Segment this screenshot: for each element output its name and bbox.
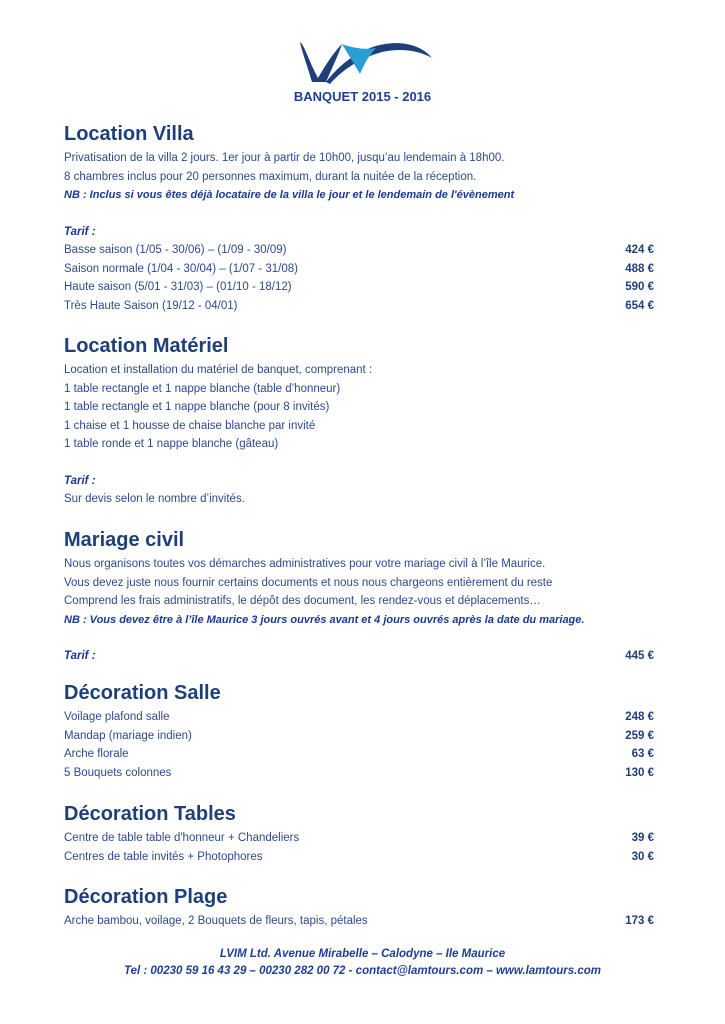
price-label: 5 Bouquets colonnes xyxy=(64,766,172,779)
text-line: Comprend les frais administratifs, le dépôt des document, les rendez-vous et déplacements… xyxy=(64,595,541,607)
section-title: Location Matériel xyxy=(64,335,229,357)
price-label: Arche bambou, voilage, 2 Bouquets de fleurs, tapis, pétales xyxy=(64,915,368,927)
price-row xyxy=(64,241,654,260)
text-line: Vous devez juste nous fournir certains documents et nous nous chargeons entièrement du reste xyxy=(64,576,553,589)
section-title: Location Villa xyxy=(64,123,194,145)
text-line: 1 table rectangle et 1 nappe blanche (pour 8 invités) xyxy=(64,401,330,413)
price-value: 424 € xyxy=(625,244,654,256)
tarif-label: Tarif : xyxy=(64,650,96,662)
price-value: 590 € xyxy=(625,281,654,293)
section-location-materiel xyxy=(64,334,654,509)
nb-note: NB : Vous devez être à l’île Maurice 3 jours ouvrés avant et 4 jours ouvrés après la date du mariage. xyxy=(64,613,585,626)
footer-address: LVIM Ltd. Avenue Mirabelle – Calodyne – Ile Maurice xyxy=(219,948,506,960)
price-value: 30 € xyxy=(631,850,654,863)
price-value: 63 € xyxy=(631,748,654,760)
price-value: 259 € xyxy=(625,729,654,742)
price-row xyxy=(64,764,654,783)
price-row xyxy=(64,708,654,727)
section-decoration-tables xyxy=(64,802,654,866)
footer-contact: Tel : 00230 59 16 43 29 – 00230 282 00 72 - contact@lamtours.com – www.lamtours.com xyxy=(124,965,601,977)
price-value: 248 € xyxy=(625,711,654,723)
price-label: Mandap (mariage indien) xyxy=(64,729,192,742)
tarif-text: Sur devis selon le nombre d’invités. xyxy=(64,493,245,505)
text-line: Nous organisons toutes vos démarches administratives pour votre mariage civil à l’île Maurice. xyxy=(64,558,546,570)
price-row xyxy=(64,278,654,297)
price-label: Haute saison (5/01 - 31/03) – (01/10 - 18/12) xyxy=(64,281,292,293)
price-value: 39 € xyxy=(631,832,654,844)
price-label: Voilage plafond salle xyxy=(64,711,170,723)
section-mariage-civil xyxy=(64,528,654,666)
price-row xyxy=(64,297,654,316)
price-row xyxy=(64,745,654,764)
price-label: Basse saison (1/05 - 30/06) – (1/09 - 30/09) xyxy=(64,244,287,256)
tarif-label: Tarif : xyxy=(64,225,96,238)
text-line: 1 table rectangle et 1 nappe blanche (table d’honneur) xyxy=(64,382,341,395)
section-title: Décoration Salle xyxy=(64,682,221,704)
price-label: Arche florale xyxy=(64,748,129,760)
price-row xyxy=(64,829,654,848)
price-row xyxy=(64,912,654,931)
section-title: Mariage civil xyxy=(64,529,185,551)
section-title: Décoration Plage xyxy=(64,886,228,908)
text-line: 8 chambres inclus pour 20 personnes maximum, durant la nuitée de la réception. xyxy=(64,170,477,183)
price-label: Saison normale (1/04 - 30/04) – (1/07 - 31/08) xyxy=(64,262,298,275)
price-value: 445 € xyxy=(625,650,654,662)
footer xyxy=(0,946,725,980)
company-logo xyxy=(290,34,435,86)
section-title: Décoration Tables xyxy=(64,803,236,825)
text-line: 1 table ronde et 1 nappe blanche (gâteau) xyxy=(64,438,279,450)
price-row xyxy=(64,848,654,867)
document-title: BANQUET 2015 - 2016 xyxy=(293,89,432,104)
section-location-villa xyxy=(64,122,654,315)
price-value: 173 € xyxy=(625,915,654,927)
section-decoration-salle xyxy=(64,681,654,782)
price-label: Centre de table table d'honneur + Chandeliers xyxy=(64,832,300,844)
price-row xyxy=(64,647,654,666)
text-line: Privatisation de la villa 2 jours. 1er jour à partir de 10h00, jusqu’au lendemain à 18h00. xyxy=(64,152,505,164)
price-label: Centres de table invités + Photophores xyxy=(64,850,263,863)
price-value: 130 € xyxy=(625,766,654,779)
text-line: Location et installation du matériel de banquet, comprenant : xyxy=(64,364,373,376)
section-decoration-plage xyxy=(64,885,654,931)
price-value: 488 € xyxy=(625,262,654,275)
text-line: 1 chaise et 1 housse de chaise blanche par invité xyxy=(64,419,316,432)
price-row xyxy=(64,727,654,746)
nb-note: NB : Inclus si vous êtes déjà locataire de la villa le jour et le lendemain de l'évènement xyxy=(64,189,515,201)
price-row xyxy=(64,260,654,279)
tarif-label: Tarif : xyxy=(64,474,96,487)
price-label: Très Haute Saison (19/12 - 04/01) xyxy=(64,299,238,312)
price-value: 654 € xyxy=(625,299,654,312)
